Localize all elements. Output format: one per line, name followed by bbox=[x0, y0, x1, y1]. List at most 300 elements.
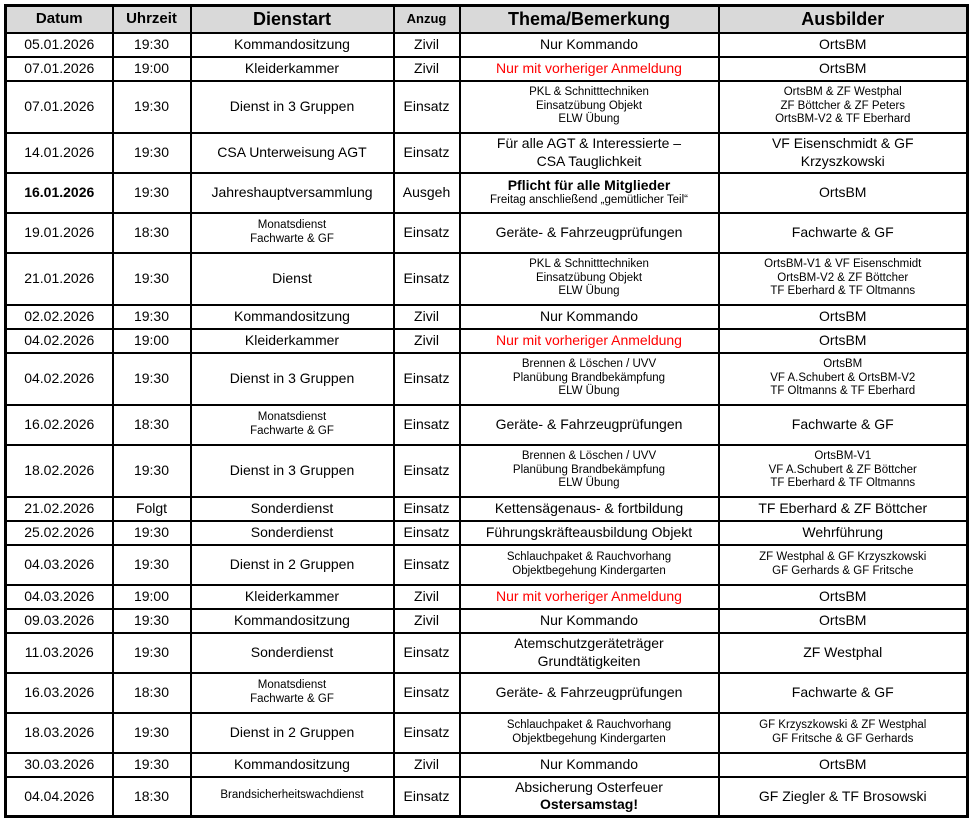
cell-line: 19:30 bbox=[133, 523, 170, 540]
cell-anzug bbox=[394, 305, 460, 329]
column-header-datum: Datum bbox=[6, 6, 113, 33]
cell-line: Einsatz bbox=[403, 269, 450, 286]
cell-line: Schlauchpaket & Rauchvorhang bbox=[506, 550, 672, 563]
cell-line: 19:30 bbox=[133, 461, 170, 478]
cell-line: 05.01.2026 bbox=[24, 35, 95, 52]
cell-line: Kommandositzung bbox=[234, 755, 350, 772]
cell-line: Geräte- & Fahrzeugprüfungen bbox=[495, 223, 683, 240]
cell-line: 21.01.2026 bbox=[24, 269, 95, 286]
cell-datum bbox=[6, 633, 113, 673]
cell-uhrzeit bbox=[113, 633, 191, 673]
cell-anzug bbox=[394, 713, 460, 753]
cell-ausbilder bbox=[719, 445, 968, 497]
cell-line: Kettensägenaus- & fortbildung bbox=[494, 499, 684, 516]
cell-line: GF Fritsche & GF Gerhards bbox=[772, 732, 914, 745]
cell-thema bbox=[460, 777, 719, 817]
table-row bbox=[6, 173, 968, 213]
cell-thema bbox=[460, 633, 719, 673]
cell-line: OrtsBM-V2 & TF Eberhard bbox=[775, 113, 911, 126]
cell-thema bbox=[460, 305, 719, 329]
cell-anzug bbox=[394, 329, 460, 353]
cell-line: 16.01.2026 bbox=[24, 183, 95, 200]
cell-dienstart bbox=[191, 609, 394, 633]
cell-uhrzeit bbox=[113, 585, 191, 609]
cell-ausbilder bbox=[719, 353, 968, 405]
cell-line: OrtsBM-V1 bbox=[814, 449, 872, 462]
cell-line: 19:30 bbox=[133, 755, 170, 772]
cell-line: OrtsBM bbox=[819, 331, 867, 348]
cell-line: Einsatz bbox=[403, 143, 450, 160]
cell-anzug bbox=[394, 57, 460, 81]
cell-thema bbox=[460, 133, 719, 173]
cell-line: Dienst in 2 Gruppen bbox=[229, 555, 355, 572]
cell-uhrzeit bbox=[113, 81, 191, 133]
table-row bbox=[6, 521, 968, 545]
cell-dienstart bbox=[191, 713, 394, 753]
cell-line: 19:30 bbox=[133, 307, 170, 324]
cell-dienstart bbox=[191, 81, 394, 133]
cell-ausbilder bbox=[719, 633, 968, 673]
cell-line: Ausgeh bbox=[402, 183, 451, 200]
cell-line: 19:00 bbox=[133, 587, 170, 604]
duty-schedule-table bbox=[4, 4, 969, 818]
cell-anzug bbox=[394, 633, 460, 673]
cell-line: Grundtätigkeiten bbox=[537, 652, 641, 669]
cell-datum bbox=[6, 609, 113, 633]
cell-thema bbox=[460, 353, 719, 405]
table-row bbox=[6, 33, 968, 57]
cell-line: OrtsBM & ZF Westphal bbox=[783, 85, 902, 98]
cell-datum bbox=[6, 673, 113, 713]
column-header-anzug: Anzug bbox=[394, 6, 460, 33]
cell-thema bbox=[460, 585, 719, 609]
cell-line: 04.03.2026 bbox=[24, 587, 95, 604]
cell-line: Einsatzübung Objekt bbox=[535, 99, 643, 112]
cell-thema bbox=[460, 33, 719, 57]
column-header-thema: Thema/Bemerkung bbox=[460, 6, 719, 33]
cell-line: Brandsicherheitswachdienst bbox=[220, 789, 364, 802]
cell-line: 19:30 bbox=[133, 369, 170, 386]
cell-dienstart bbox=[191, 213, 394, 253]
cell-line: Planübung Brandbekämpfung bbox=[512, 371, 666, 384]
cell-line: 19:30 bbox=[133, 35, 170, 52]
cell-thema bbox=[460, 329, 719, 353]
cell-dienstart bbox=[191, 445, 394, 497]
cell-line: 19.01.2026 bbox=[24, 223, 95, 240]
cell-line: Folgt bbox=[135, 499, 168, 516]
cell-line: Zivil bbox=[414, 59, 439, 76]
cell-line: ZF Westphal & GF Krzyszkowski bbox=[759, 550, 927, 563]
table-row bbox=[6, 753, 968, 777]
cell-datum bbox=[6, 405, 113, 445]
cell-line: Einsatz bbox=[403, 499, 450, 516]
cell-datum bbox=[6, 353, 113, 405]
cell-dienstart bbox=[191, 777, 394, 817]
cell-line: 21.02.2026 bbox=[24, 499, 95, 516]
cell-anzug bbox=[394, 673, 460, 713]
cell-line: Kleiderkammer bbox=[244, 59, 340, 76]
cell-line: Jahreshauptversammlung bbox=[211, 183, 373, 200]
cell-dienstart bbox=[191, 253, 394, 305]
cell-anzug bbox=[394, 213, 460, 253]
cell-line: Zivil bbox=[414, 307, 439, 324]
cell-anzug bbox=[394, 253, 460, 305]
cell-line: 19:00 bbox=[133, 59, 170, 76]
cell-line: TF Eberhard & TF Oltmanns bbox=[770, 285, 916, 298]
cell-line: 18:30 bbox=[133, 223, 170, 240]
cell-line: Atemschutzgeräteträger bbox=[514, 635, 664, 652]
cell-ausbilder bbox=[719, 329, 968, 353]
cell-line: Kommandositzung bbox=[234, 35, 350, 52]
cell-ausbilder bbox=[719, 545, 968, 585]
cell-uhrzeit bbox=[113, 545, 191, 585]
cell-datum bbox=[6, 497, 113, 521]
cell-line: Fachwarte & GF bbox=[250, 692, 334, 705]
table-row bbox=[6, 353, 968, 405]
cell-uhrzeit bbox=[113, 777, 191, 817]
table-row bbox=[6, 777, 968, 817]
cell-line: Führungskräfteausbildung Objekt bbox=[485, 523, 693, 540]
cell-line: Schlauchpaket & Rauchvorhang bbox=[506, 718, 672, 731]
table-row bbox=[6, 633, 968, 673]
cell-thema bbox=[460, 545, 719, 585]
cell-line: Monatsdienst bbox=[257, 410, 327, 423]
cell-uhrzeit bbox=[113, 405, 191, 445]
cell-line: Fachwarte & GF bbox=[250, 232, 334, 245]
cell-line: TF Eberhard & ZF Böttcher bbox=[758, 499, 928, 516]
cell-line: CSA Unterweisung AGT bbox=[217, 143, 367, 160]
cell-thema bbox=[460, 497, 719, 521]
cell-anzug bbox=[394, 609, 460, 633]
cell-line: 07.01.2026 bbox=[24, 97, 95, 114]
cell-datum bbox=[6, 585, 113, 609]
cell-anzug bbox=[394, 405, 460, 445]
cell-uhrzeit bbox=[113, 213, 191, 253]
cell-ausbilder bbox=[719, 753, 968, 777]
table-row bbox=[6, 609, 968, 633]
cell-line: GF Gerhards & GF Fritsche bbox=[772, 564, 914, 577]
cell-line: 19:30 bbox=[133, 723, 170, 740]
cell-datum bbox=[6, 521, 113, 545]
cell-line: 04.03.2026 bbox=[24, 555, 95, 572]
cell-datum bbox=[6, 57, 113, 81]
cell-ausbilder bbox=[719, 81, 968, 133]
cell-line: Objektbegehung Kindergarten bbox=[512, 564, 666, 577]
cell-dienstart bbox=[191, 521, 394, 545]
cell-line: Fachwarte & GF bbox=[791, 415, 894, 432]
cell-line: Zivil bbox=[414, 331, 439, 348]
cell-line: OrtsBM bbox=[819, 307, 867, 324]
cell-dienstart bbox=[191, 133, 394, 173]
cell-anzug bbox=[394, 777, 460, 817]
cell-line: OrtsBM bbox=[819, 183, 867, 200]
cell-line: Absicherung Osterfeuer bbox=[515, 779, 663, 796]
cell-thema bbox=[460, 713, 719, 753]
cell-datum bbox=[6, 305, 113, 329]
cell-ausbilder bbox=[719, 57, 968, 81]
cell-line: Kommandositzung bbox=[234, 611, 350, 628]
cell-thema bbox=[460, 405, 719, 445]
cell-line: 16.02.2026 bbox=[24, 415, 95, 432]
cell-line: Einsatz bbox=[403, 369, 450, 386]
cell-line: 02.02.2026 bbox=[24, 307, 95, 324]
cell-dienstart bbox=[191, 353, 394, 405]
cell-line: Zivil bbox=[414, 35, 439, 52]
cell-line: 19:30 bbox=[133, 611, 170, 628]
cell-line: 19:30 bbox=[133, 143, 170, 160]
cell-uhrzeit bbox=[113, 353, 191, 405]
cell-thema bbox=[460, 521, 719, 545]
cell-line: OrtsBM bbox=[819, 587, 867, 604]
cell-line: Einsatzübung Objekt bbox=[535, 271, 643, 284]
cell-line: VF Eisenschmidt & GF bbox=[771, 135, 914, 152]
cell-line: GF Ziegler & TF Brosowski bbox=[758, 787, 927, 804]
cell-line: Nur Kommando bbox=[539, 35, 639, 52]
cell-thema bbox=[460, 81, 719, 133]
cell-anzug bbox=[394, 753, 460, 777]
cell-datum bbox=[6, 329, 113, 353]
cell-ausbilder bbox=[719, 213, 968, 253]
cell-line: Nur mit vorheriger Anmeldung bbox=[496, 587, 682, 604]
cell-uhrzeit bbox=[113, 329, 191, 353]
cell-datum bbox=[6, 445, 113, 497]
cell-thema bbox=[460, 57, 719, 81]
cell-line: Einsatz bbox=[403, 415, 450, 432]
cell-line: 18:30 bbox=[133, 415, 170, 432]
cell-line: Einsatz bbox=[403, 683, 450, 700]
table-row bbox=[6, 305, 968, 329]
table-row bbox=[6, 133, 968, 173]
cell-line: 19:00 bbox=[133, 331, 170, 348]
cell-thema bbox=[460, 213, 719, 253]
cell-line: 07.01.2026 bbox=[24, 59, 95, 76]
cell-line: Objektbegehung Kindergarten bbox=[512, 732, 666, 745]
cell-ausbilder bbox=[719, 777, 968, 817]
table-row bbox=[6, 57, 968, 81]
cell-line: ELW Übung bbox=[558, 477, 620, 490]
cell-anzug bbox=[394, 545, 460, 585]
cell-line: Nur mit vorheriger Anmeldung bbox=[496, 331, 682, 348]
table-row bbox=[6, 673, 968, 713]
cell-ausbilder bbox=[719, 173, 968, 213]
cell-datum bbox=[6, 753, 113, 777]
cell-uhrzeit bbox=[113, 713, 191, 753]
cell-line: Einsatz bbox=[403, 461, 450, 478]
cell-uhrzeit bbox=[113, 33, 191, 57]
cell-line: Brennen & Löschen / UVV bbox=[521, 449, 657, 462]
cell-line: Nur mit vorheriger Anmeldung bbox=[496, 59, 682, 76]
cell-line: Einsatz bbox=[403, 723, 450, 740]
cell-dienstart bbox=[191, 305, 394, 329]
cell-ausbilder bbox=[719, 585, 968, 609]
cell-line: ZF Westphal bbox=[803, 643, 883, 660]
cell-uhrzeit bbox=[113, 57, 191, 81]
cell-line: PKL & Schnitttechniken bbox=[529, 257, 649, 270]
cell-line: 18:30 bbox=[133, 787, 170, 804]
cell-line: Krzyszkowski bbox=[800, 152, 885, 169]
cell-line: OrtsBM-V2 & ZF Böttcher bbox=[777, 271, 909, 284]
cell-line: Einsatz bbox=[403, 523, 450, 540]
cell-uhrzeit bbox=[113, 497, 191, 521]
cell-line: VF A.Schubert & OrtsBM-V2 bbox=[770, 371, 916, 384]
table-row bbox=[6, 213, 968, 253]
cell-dienstart bbox=[191, 673, 394, 713]
cell-line: Zivil bbox=[414, 611, 439, 628]
cell-uhrzeit bbox=[113, 173, 191, 213]
column-header-ausbilder: Ausbilder bbox=[719, 6, 968, 33]
table-row bbox=[6, 253, 968, 305]
cell-datum bbox=[6, 253, 113, 305]
cell-uhrzeit bbox=[113, 445, 191, 497]
cell-anzug bbox=[394, 173, 460, 213]
cell-datum bbox=[6, 713, 113, 753]
cell-line: 09.03.2026 bbox=[24, 611, 95, 628]
cell-line: Dienst bbox=[272, 269, 312, 286]
table-row bbox=[6, 585, 968, 609]
cell-line: 04.04.2026 bbox=[24, 787, 95, 804]
cell-datum bbox=[6, 545, 113, 585]
cell-datum bbox=[6, 33, 113, 57]
cell-line: ZF Böttcher & ZF Peters bbox=[780, 99, 906, 112]
cell-line: 18:30 bbox=[133, 683, 170, 700]
cell-anzug bbox=[394, 353, 460, 405]
cell-dienstart bbox=[191, 585, 394, 609]
cell-dienstart bbox=[191, 329, 394, 353]
cell-line: OrtsBM bbox=[819, 611, 867, 628]
cell-dienstart bbox=[191, 33, 394, 57]
cell-line: Dienst in 3 Gruppen bbox=[229, 97, 355, 114]
table-row bbox=[6, 445, 968, 497]
cell-uhrzeit bbox=[113, 133, 191, 173]
cell-uhrzeit bbox=[113, 609, 191, 633]
cell-line: Einsatz bbox=[403, 787, 450, 804]
cell-line: OrtsBM bbox=[819, 755, 867, 772]
cell-line: Dienst in 3 Gruppen bbox=[229, 369, 355, 386]
cell-line: Dienst in 2 Gruppen bbox=[229, 723, 355, 740]
cell-anzug bbox=[394, 521, 460, 545]
cell-line: 30.03.2026 bbox=[24, 755, 95, 772]
cell-line: Zivil bbox=[414, 587, 439, 604]
cell-line: Nur Kommando bbox=[539, 611, 639, 628]
cell-line: Für alle AGT & Interessierte – bbox=[496, 135, 682, 152]
cell-line: OrtsBM bbox=[819, 59, 867, 76]
table-row bbox=[6, 545, 968, 585]
cell-anzug bbox=[394, 497, 460, 521]
cell-anzug bbox=[394, 585, 460, 609]
table-row bbox=[6, 329, 968, 353]
cell-line: Einsatz bbox=[403, 555, 450, 572]
cell-line: Ostersamstag! bbox=[539, 796, 639, 813]
cell-thema bbox=[460, 753, 719, 777]
cell-uhrzeit bbox=[113, 305, 191, 329]
cell-line: 19:30 bbox=[133, 269, 170, 286]
cell-datum bbox=[6, 777, 113, 817]
cell-ausbilder bbox=[719, 497, 968, 521]
cell-line: Sonderdienst bbox=[250, 499, 334, 516]
cell-line: Einsatz bbox=[403, 97, 450, 114]
cell-line: Brennen & Löschen / UVV bbox=[521, 357, 657, 370]
cell-dienstart bbox=[191, 753, 394, 777]
cell-line: Zivil bbox=[414, 755, 439, 772]
cell-line: Nur Kommando bbox=[539, 307, 639, 324]
cell-uhrzeit bbox=[113, 253, 191, 305]
column-header-uhrzeit: Uhrzeit bbox=[113, 6, 191, 33]
cell-line: ELW Übung bbox=[558, 113, 620, 126]
cell-line: Monatsdienst bbox=[257, 678, 327, 691]
cell-datum bbox=[6, 133, 113, 173]
table-row bbox=[6, 497, 968, 521]
cell-uhrzeit bbox=[113, 521, 191, 545]
cell-line: PKL & Schnitttechniken bbox=[529, 85, 649, 98]
cell-line: Einsatz bbox=[403, 223, 450, 240]
cell-line: 18.03.2026 bbox=[24, 723, 95, 740]
cell-thema bbox=[460, 445, 719, 497]
cell-line: Geräte- & Fahrzeugprüfungen bbox=[495, 683, 683, 700]
cell-ausbilder bbox=[719, 133, 968, 173]
cell-line: Freitag anschließend „gemütlicher Teil“ bbox=[490, 194, 688, 207]
cell-line: 14.01.2026 bbox=[24, 143, 95, 160]
cell-line: 19:30 bbox=[133, 97, 170, 114]
cell-line: OrtsBM bbox=[823, 357, 863, 370]
cell-anzug bbox=[394, 81, 460, 133]
table-row bbox=[6, 81, 968, 133]
cell-line: 19:30 bbox=[133, 555, 170, 572]
cell-thema bbox=[460, 673, 719, 713]
cell-line: 04.02.2026 bbox=[24, 331, 95, 348]
cell-ausbilder bbox=[719, 521, 968, 545]
cell-line: Kommandositzung bbox=[234, 307, 350, 324]
cell-line: Fachwarte & GF bbox=[250, 424, 334, 437]
cell-line: Planübung Brandbekämpfung bbox=[512, 463, 666, 476]
cell-line: Kleiderkammer bbox=[244, 331, 340, 348]
cell-line: Fachwarte & GF bbox=[791, 223, 894, 240]
cell-ausbilder bbox=[719, 405, 968, 445]
table-row bbox=[6, 713, 968, 753]
cell-uhrzeit bbox=[113, 673, 191, 713]
table-row bbox=[6, 405, 968, 445]
cell-datum bbox=[6, 173, 113, 213]
cell-line: 04.02.2026 bbox=[24, 369, 95, 386]
table-body bbox=[6, 33, 968, 817]
column-header-dienstart: Dienstart bbox=[191, 6, 394, 33]
cell-line: Monatsdienst bbox=[257, 218, 327, 231]
cell-line: 19:30 bbox=[133, 183, 170, 200]
cell-ausbilder bbox=[719, 305, 968, 329]
cell-ausbilder bbox=[719, 673, 968, 713]
cell-line: 18.02.2026 bbox=[24, 461, 95, 478]
cell-line: Kleiderkammer bbox=[244, 587, 340, 604]
cell-ausbilder bbox=[719, 33, 968, 57]
cell-line: Einsatz bbox=[403, 643, 450, 660]
cell-thema bbox=[460, 253, 719, 305]
cell-line: ELW Übung bbox=[558, 385, 620, 398]
cell-thema bbox=[460, 609, 719, 633]
cell-line: 25.02.2026 bbox=[24, 523, 95, 540]
cell-line: TF Oltmanns & TF Eberhard bbox=[770, 385, 916, 398]
cell-dienstart bbox=[191, 633, 394, 673]
cell-line: CSA Tauglichkeit bbox=[536, 152, 642, 169]
cell-line: OrtsBM bbox=[819, 35, 867, 52]
cell-line: Wehrführung bbox=[802, 523, 884, 540]
cell-datum bbox=[6, 81, 113, 133]
cell-line: OrtsBM-V1 & VF Eisenschmidt bbox=[764, 257, 922, 270]
cell-line: 11.03.2026 bbox=[24, 643, 94, 660]
cell-thema bbox=[460, 173, 719, 213]
cell-line: Sonderdienst bbox=[250, 523, 334, 540]
cell-dienstart bbox=[191, 57, 394, 81]
cell-dienstart bbox=[191, 545, 394, 585]
cell-anzug bbox=[394, 445, 460, 497]
